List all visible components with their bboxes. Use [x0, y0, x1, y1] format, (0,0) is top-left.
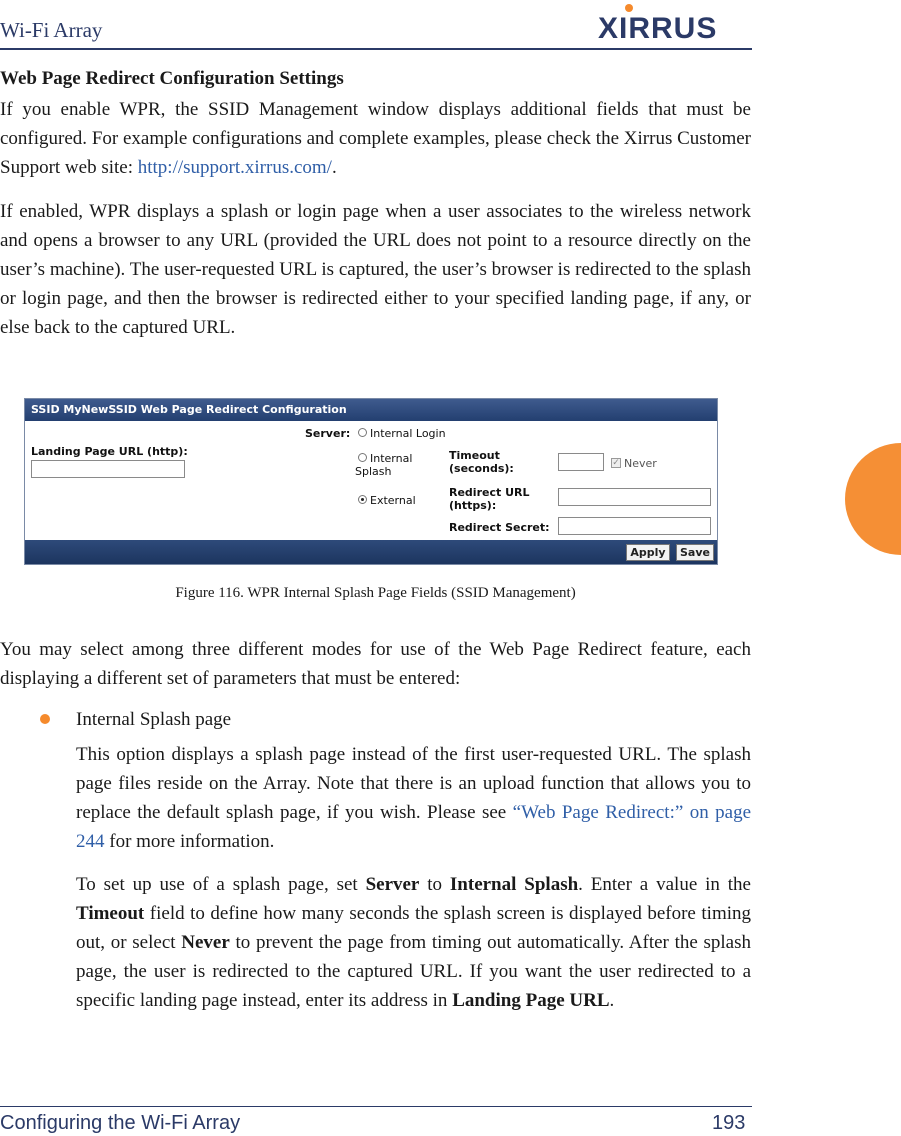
- landing-page-input[interactable]: [31, 460, 185, 478]
- xirrus-logo: [596, 2, 748, 44]
- landing-page-label: Landing Page URL (http):: [31, 445, 188, 458]
- intro-text-end: .: [331, 157, 337, 178]
- internal-login-label: Internal Login: [370, 427, 446, 440]
- intro-paragraph: [0, 95, 751, 182]
- setup-text-4: field to define how many seconds the splash screen is displayed before timing out, or select: [76, 903, 751, 953]
- setup-text-5: to prevent the page from timing out automatically. After the splash page, the user is redirected to the captured URL. If you want the user redirected to a specific landing page instead, enter its address in: [76, 932, 751, 1011]
- redirect-url-input[interactable]: [558, 488, 711, 506]
- radio-internal-login[interactable]: [358, 428, 367, 437]
- setup-bold-landing-page-url: Landing Page URL: [452, 990, 610, 1011]
- external-label: External: [370, 494, 416, 507]
- never-checkbox[interactable]: ✓: [612, 458, 620, 468]
- timeout-label-1: Timeout: [449, 449, 500, 462]
- server-label: Server:: [305, 427, 351, 440]
- setup-text-3: . Enter a value in the: [578, 874, 751, 895]
- intro-text: If you enable WPR, the SSID Management window displays additional fields that must be configured. For example configurations and complete examples, please check the Xirrus Customer Support web site:: [0, 99, 751, 178]
- wpr-description-paragraph: If enabled, WPR displays a splash or login page when a user associates to the wireless network and opens a browser to any URL (provided the URL does not point to a resource directly on the user’s machine). The user-requested URL is captured, the user’s browser is redirected to the splash or login page, and then the browser is redirected either to your specified landing page, if any, or else back to the captured URL.: [0, 201, 751, 338]
- running-header-title: Wi-Fi Array: [0, 18, 103, 42]
- setup-bold-never: Never: [181, 932, 230, 953]
- setup-bold-server: Server: [365, 874, 420, 895]
- footer-rule: [0, 1106, 752, 1107]
- redirect-secret-label: Redirect Secret:: [449, 521, 550, 534]
- setup-text-6: .: [609, 990, 615, 1011]
- internal-splash-label-2: Splash: [355, 465, 392, 478]
- figure-button-bar: [25, 540, 717, 564]
- figure-title-bar: SSID MyNewSSID Web Page Redirect Configuration: [25, 399, 717, 421]
- setup-bold-timeout: Timeout: [76, 903, 145, 924]
- modes-paragraph: You may select among three different modes for use of the Web Page Redirect feature, each displaying a different set of parameters that must be entered:: [0, 639, 751, 689]
- figure-caption: Figure 116. WPR Internal Splash Page Fields (SSID Management): [175, 585, 576, 601]
- footer-chapter-title: Configuring the Wi-Fi Array: [0, 1112, 241, 1134]
- header-rule: [0, 48, 752, 50]
- never-label: Never: [624, 457, 657, 470]
- timeout-label-2: (seconds):: [449, 462, 514, 475]
- bullet-title: Internal Splash page: [76, 709, 232, 730]
- apply-button[interactable]: Apply: [626, 544, 670, 561]
- setup-text-1: To set up use of a splash page, set: [76, 874, 366, 895]
- support-link[interactable]: http://support.xirrus.com/: [137, 157, 332, 178]
- bullet-description: [76, 740, 751, 856]
- redirect-url-label-1: Redirect URL: [449, 486, 530, 499]
- page-number: 193: [712, 1112, 746, 1134]
- redirect-secret-input[interactable]: [558, 517, 711, 535]
- internal-splash-label-1: Internal: [370, 452, 413, 465]
- logo-text: XIRRUS: [598, 12, 718, 44]
- chapter-tab-marker: [845, 443, 901, 555]
- radio-internal-splash[interactable]: [358, 453, 367, 462]
- wpr-config-figure: [24, 398, 718, 565]
- radio-external[interactable]: [358, 495, 367, 504]
- timeout-input[interactable]: [558, 453, 604, 471]
- bullet-desc-end: for more information.: [104, 831, 275, 852]
- bullet-desc-text: This option displays a splash page instead of the first user-requested URL. The splash page files reside on the Array. Note that there is an upload function that allows you to replace the default splash page, if you wish. Please see: [76, 744, 751, 823]
- save-button[interactable]: Save: [676, 544, 714, 561]
- setup-text-2: to: [419, 874, 450, 895]
- redirect-url-label-2: (https):: [449, 499, 497, 512]
- bullet-icon: [40, 714, 50, 724]
- cross-ref-link[interactable]: “Web Page Redirect:” on page 244: [76, 802, 751, 852]
- section-heading: Web Page Redirect Configuration Settings: [0, 68, 344, 89]
- setup-paragraph: [76, 870, 751, 1015]
- setup-bold-internal-splash: Internal Splash: [449, 874, 579, 895]
